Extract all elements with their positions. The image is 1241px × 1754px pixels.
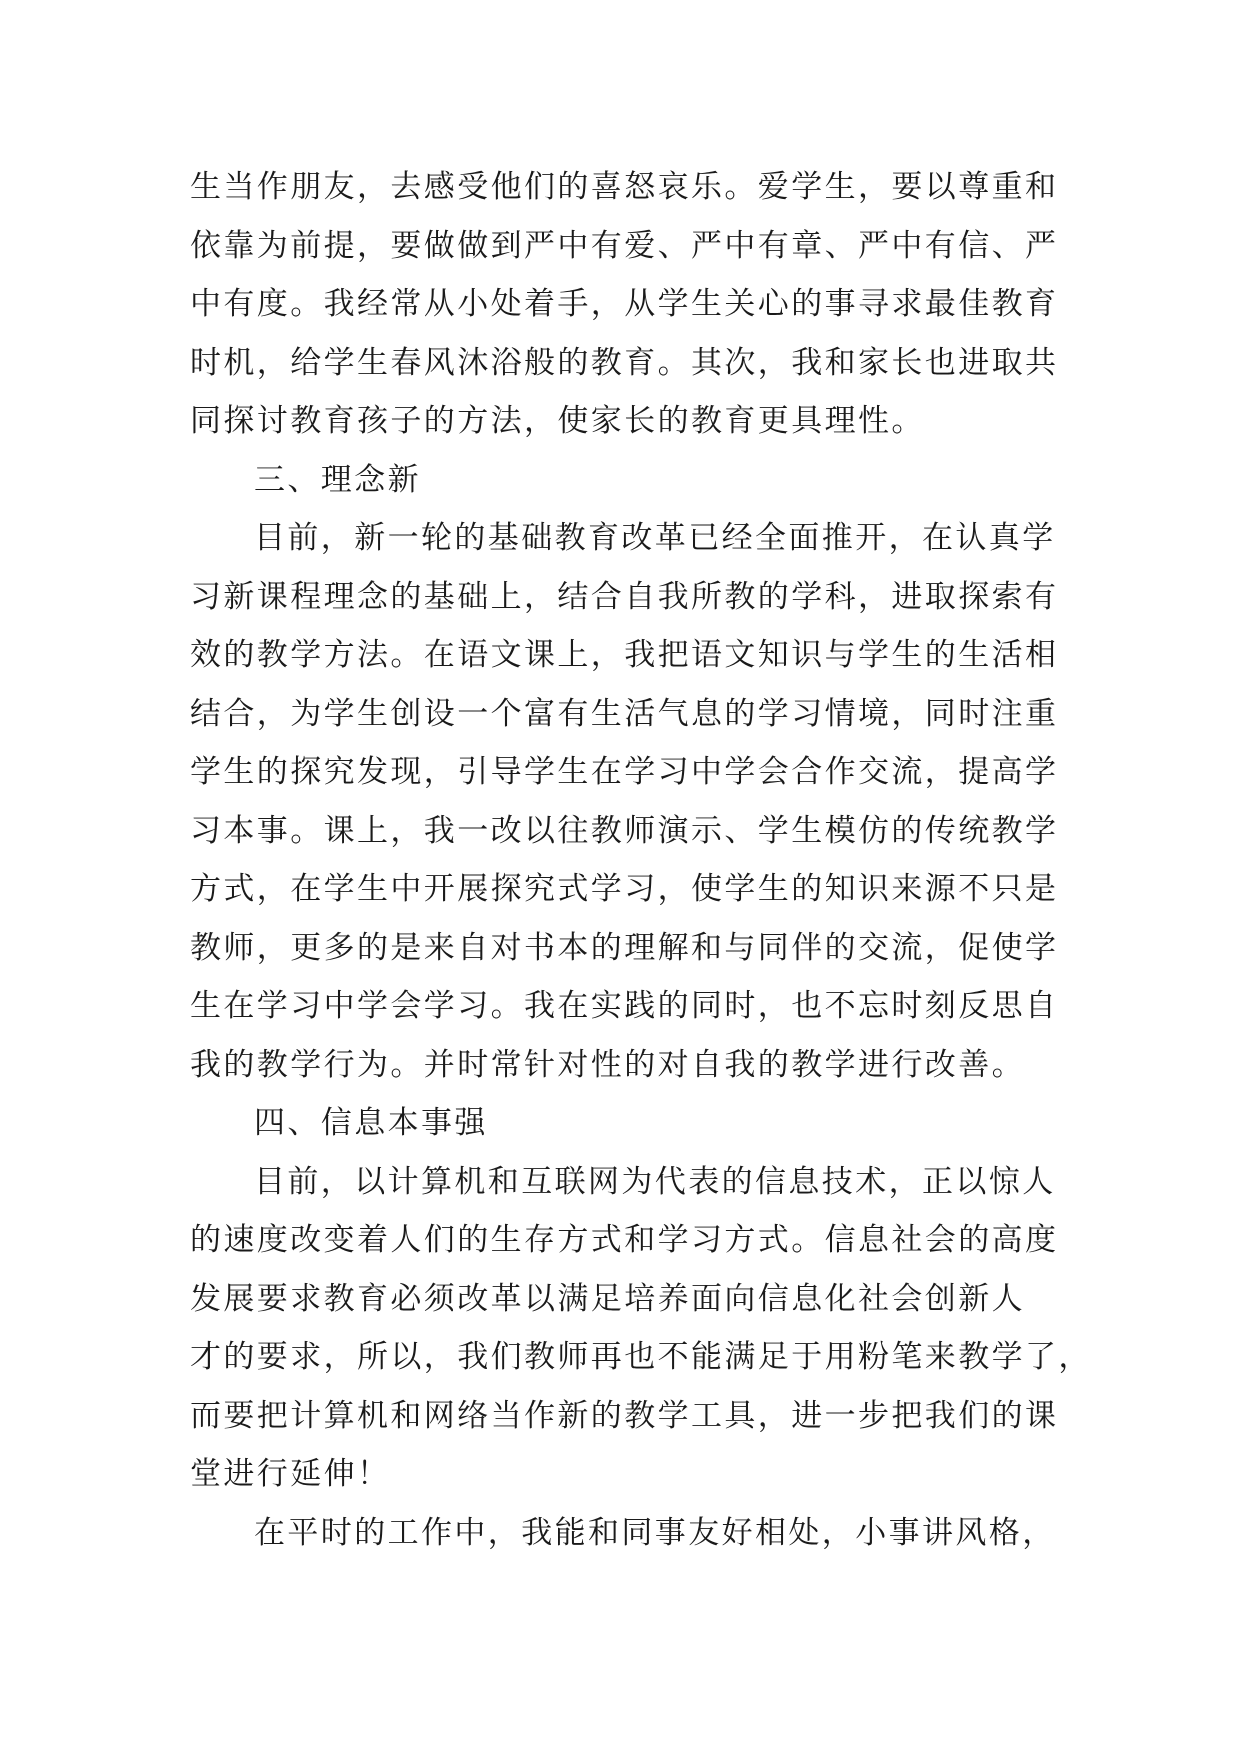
document-body [190,158,1092,1562]
section-heading: 三、理念新 [254,461,421,498]
text-line: 结合，为学生创设一个富有生活气息的学习情境，同时注重 [190,695,1059,732]
text-line: 中有度。我经常从小处着手，从学生关心的事寻求最佳教育 [190,286,1059,322]
text-line: 才的要求，所以，我们教师再也不能满足于用粉笔来教学了， [190,1339,1092,1375]
text-line: 堂进行延伸！ [190,1456,391,1492]
paragraph-start: 目前，新一轮的基础教育改革已经全面推开，在认真学 [254,520,1056,556]
text-line: 时机，给学生春风沐浴般的教育。其次，我和家长也进取共 [190,344,1059,381]
text-line: 同探讨教育孩子的方法，使家长的教育更具理性。 [190,403,925,439]
text-line: 生当作朋友，去感受他们的喜怒哀乐。爱学生，要以尊重和 [190,169,1059,205]
text-line: 效的教学方法。在语文课上，我把语文知识与学生的生活相 [190,637,1059,673]
text-line: 的速度改变着人们的生存方式和学习方式。信息社会的高度 [190,1222,1059,1258]
text-line: 学生的探究发现，引导学生在学习中学会合作交流，提高学 [190,754,1059,790]
text-line: 方式，在学生中开展探究式学习，使学生的知识来源不只是 [190,871,1059,907]
text-line: 发展要求教育必须改革以满足培养面向信息化社会创新人 [190,1280,1025,1317]
paragraph-start: 在平时的工作中，我能和同事友好相处，小事讲风格， [254,1514,1056,1551]
paragraph-start: 目前，以计算机和互联网为代表的信息技术，正以惊人 [254,1163,1056,1200]
text-line: 习本事。课上，我一改以往教师演示、学生模仿的传统教学 [190,812,1059,849]
text-line: 教师，更多的是来自对书本的理解和与同伴的交流，促使学 [190,929,1059,966]
text-line: 我的教学行为。并时常针对性的对自我的教学进行改善。 [190,1046,1025,1083]
text-line: 依靠为前提，要做做到严中有爱、严中有章、严中有信、严 [190,227,1059,264]
section-heading: 四、信息本事强 [254,1105,488,1141]
text-line: 生在学习中学会学习。我在实践的同时，也不忘时刻反思自 [190,988,1059,1024]
text-line: 习新课程理念的基础上，结合自我所教的学科，进取探索有 [190,578,1059,615]
text-line: 而要把计算机和网络当作新的教学工具，进一步把我们的课 [190,1397,1059,1434]
